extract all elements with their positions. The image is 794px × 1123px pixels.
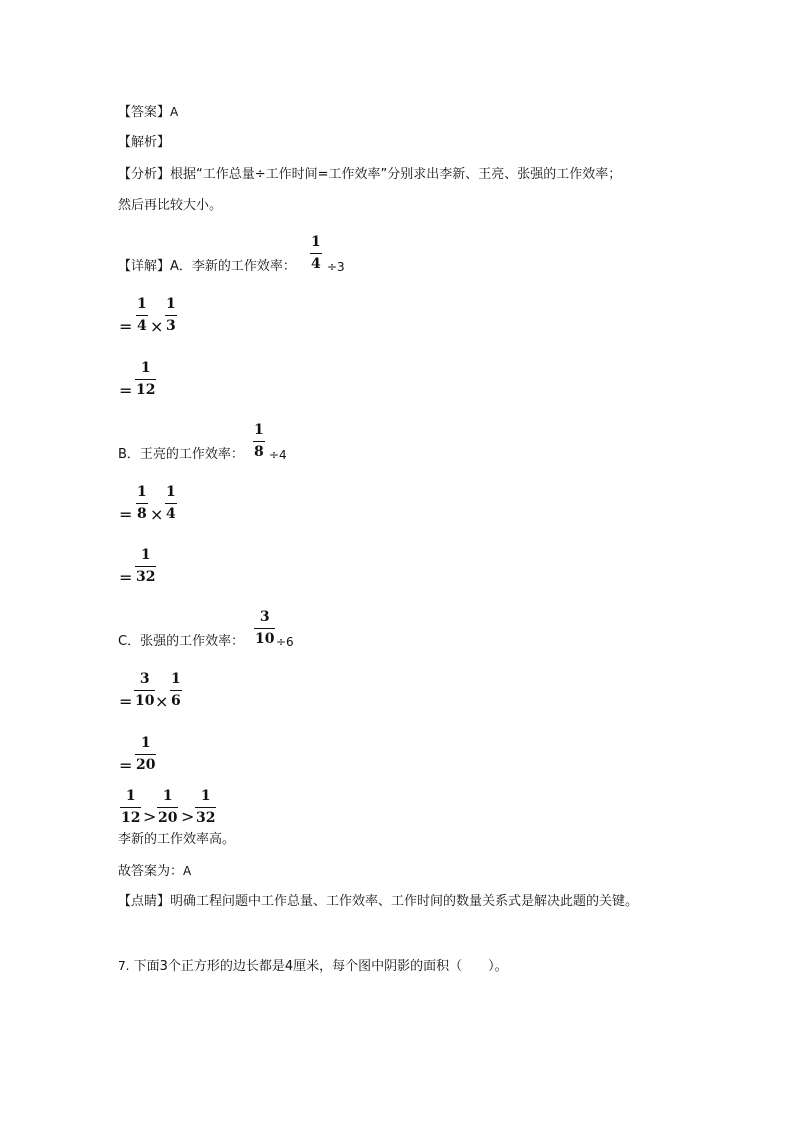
fraction — [254, 609, 275, 647]
question-text: 下面3个正方形的边长都是4厘米，每个图中阴影的面积（ ）。 — [133, 959, 508, 974]
numerator: 1 — [166, 296, 176, 312]
denominator: 4 — [137, 318, 147, 334]
fraction — [165, 296, 177, 334]
answer-line — [118, 103, 178, 122]
fraction — [135, 547, 156, 585]
denominator: 4 — [166, 506, 176, 522]
denominator: 20 — [158, 810, 178, 826]
numerator: 1 — [125, 788, 136, 804]
fraction — [135, 360, 156, 398]
numerator: 1 — [140, 547, 151, 563]
fraction-bar — [157, 807, 178, 808]
conclusion: 李新的工作效率高。 — [118, 832, 236, 847]
division-text: ÷4 — [269, 448, 287, 462]
fraction-bar — [195, 807, 216, 808]
fraction — [165, 484, 177, 522]
fraction — [170, 671, 182, 709]
numerator: 1 — [254, 422, 264, 438]
fraction-bar — [165, 503, 177, 504]
equals-sign: = — [119, 317, 133, 336]
greater-than-sign: > — [181, 807, 195, 826]
fenxi-text-1: 根据“工作总量÷工作时间=工作效率”分别求出李新、王亮、张强的工作效率； — [170, 167, 622, 182]
answer-value: A — [170, 105, 179, 119]
times-sign: × — [150, 505, 164, 524]
numerator: 1 — [137, 296, 147, 312]
equals-sign: = — [119, 505, 133, 524]
final-answer-label: 故答案为： — [118, 864, 184, 879]
denominator: 10 — [255, 631, 275, 647]
detail-b-line: B．王亮的工作效率： — [118, 447, 244, 462]
fraction-bar — [170, 690, 182, 691]
denominator: 12 — [121, 810, 141, 826]
fraction-bar — [135, 754, 156, 755]
denominator: 8 — [254, 444, 264, 460]
fraction — [253, 422, 265, 460]
numerator: 1 — [200, 788, 211, 804]
denominator: 6 — [171, 693, 181, 709]
times-sign: × — [150, 317, 164, 336]
numerator: 1 — [140, 360, 151, 376]
equals-sign: = — [119, 381, 133, 400]
detail-a-line — [118, 258, 296, 276]
question-number: 7. — [118, 959, 130, 973]
final-answer-value: A — [183, 864, 192, 878]
fraction-bar — [165, 315, 177, 316]
fenxi-line-2: 然后再比较大小。 — [118, 198, 223, 213]
denominator: 32 — [196, 810, 216, 826]
fraction-bar — [120, 807, 141, 808]
fraction-bar — [136, 503, 148, 504]
answer-label: 【答案】 — [118, 105, 171, 120]
fraction — [136, 484, 148, 522]
denominator: 4 — [311, 256, 321, 272]
dianjing-text: 明确工程问题中工作总量、工作效率、工作时间的数量关系式是解决此题的关键。 — [170, 894, 639, 909]
numerator: 1 — [166, 484, 176, 500]
equals-sign: = — [119, 568, 133, 587]
fraction-bar — [254, 628, 275, 629]
fraction-bar — [135, 379, 156, 380]
denominator: 8 — [137, 506, 147, 522]
times-sign: × — [155, 692, 169, 711]
fraction — [310, 234, 322, 272]
equals-sign: = — [119, 692, 133, 711]
equals-sign: = — [119, 756, 133, 775]
numerator: 1 — [171, 671, 181, 687]
fraction — [135, 735, 156, 773]
analysis-heading: 【解析】 — [118, 135, 171, 150]
numerator: 1 — [162, 788, 173, 804]
question-7 — [118, 957, 508, 976]
numerator: 1 — [137, 484, 147, 500]
fraction-bar — [253, 441, 265, 442]
denominator: 32 — [136, 569, 156, 585]
detail-a-lead: A．李新的工作效率： — [170, 259, 296, 274]
division-text: ÷3 — [327, 260, 345, 274]
fenxi-line-1 — [118, 166, 621, 184]
fraction-bar — [134, 690, 155, 691]
fraction-bar — [135, 566, 156, 567]
numerator: 1 — [140, 735, 151, 751]
fraction — [120, 788, 141, 826]
dianjing-label: 【点睛】 — [118, 894, 171, 909]
numerator: 1 — [311, 234, 321, 250]
fraction — [136, 296, 148, 334]
greater-than-sign: > — [143, 807, 157, 826]
numerator: 3 — [259, 609, 270, 625]
fraction — [195, 788, 216, 826]
fraction — [157, 788, 178, 826]
fraction-bar — [136, 315, 148, 316]
detail-label: 【详解】 — [118, 259, 171, 274]
fenxi-label: 【分析】 — [118, 167, 171, 182]
denominator: 3 — [166, 318, 176, 334]
denominator: 10 — [135, 693, 155, 709]
numerator: 3 — [139, 671, 150, 687]
dianjing-line — [118, 893, 638, 911]
fraction — [134, 671, 155, 709]
fraction-bar — [310, 253, 322, 254]
detail-c-line: C．张强的工作效率： — [118, 634, 245, 649]
final-answer-line — [118, 862, 191, 881]
denominator: 20 — [136, 757, 156, 773]
denominator: 12 — [136, 382, 156, 398]
division-text: ÷6 — [276, 635, 294, 649]
